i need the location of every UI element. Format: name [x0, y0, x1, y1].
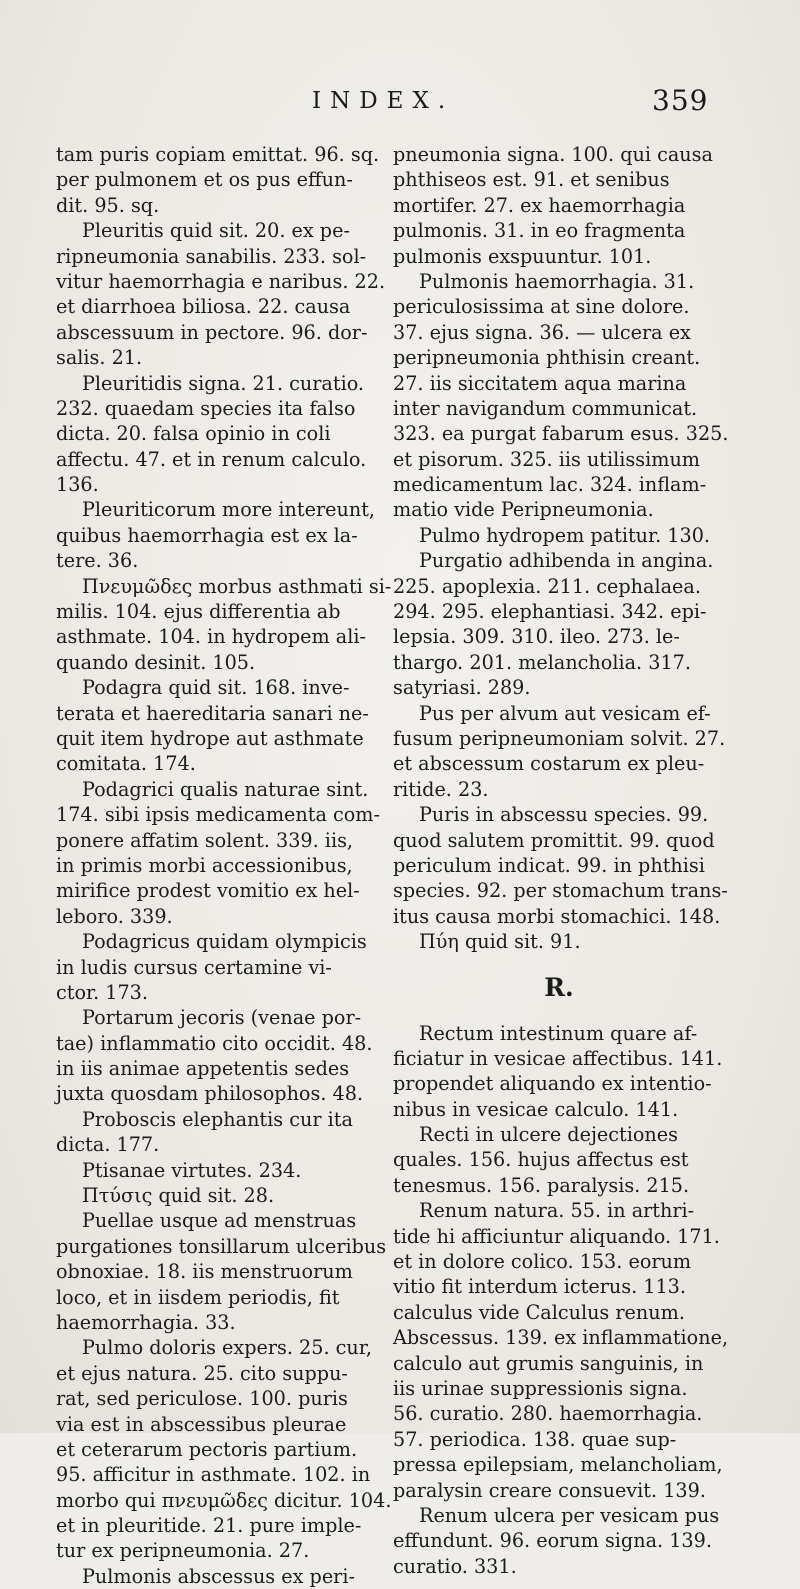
index-line: effundunt. 96. eorum signa. 139.	[393, 1529, 712, 1553]
index-line: leboro. 339.	[56, 904, 173, 928]
index-line: phthiseos est. 91. et senibus	[393, 168, 670, 192]
index-line: pneumonia signa. 100. qui causa	[393, 143, 713, 166]
index-line: tam puris copiam emittat. 96. sq.	[56, 143, 380, 166]
index-line: vitio fit interdum icterus. 113.	[393, 1275, 686, 1299]
index-line: et diarrhoea biliosa. 22. causa	[56, 295, 351, 319]
index-line: ficiatur in vesicae affectibus. 141.	[393, 1046, 723, 1070]
index-line: 225. apoplexia. 211. cephalaea.	[393, 574, 701, 598]
index-entry-head: Puellae usque ad menstruas	[82, 1209, 357, 1233]
index-line: affectu. 47. et in renum calculo.	[56, 447, 367, 471]
index-line: salis. 21.	[56, 346, 143, 370]
index-entry-head: Pulmo hydropem patitur. 130.	[419, 523, 711, 547]
index-entry-head: Proboscis elephantis cur ita	[82, 1107, 353, 1131]
index-line: purgationes tonsillarum ulceribus	[56, 1234, 387, 1258]
index-line: abscessuum in pectore. 96. dor-	[56, 320, 368, 344]
index-entry-head: Pus per alvum aut vesicam ef-	[419, 701, 711, 725]
index-entry-head: Pulmonis abscessus ex peri-	[82, 1564, 355, 1588]
index-line: curatio. 331.	[393, 1554, 517, 1578]
index-line: 174. sibi ipsis medicamenta com-	[56, 803, 380, 827]
index-line: ponere affatim solent. 339. iis,	[56, 828, 354, 852]
index-line: periculosissima at sine dolore.	[393, 295, 690, 319]
index-line: et in pleuritide. 21. pure imple-	[56, 1514, 362, 1538]
left-column	[56, 142, 392, 1589]
index-line: ctor. 173.	[56, 980, 148, 1004]
index-line: mortifer. 27. ex haemorrhagia	[393, 193, 686, 217]
index-entry-head: Rectum intestinum quare af-	[419, 1021, 698, 1045]
index-line: iis urinae suppressionis signa.	[393, 1376, 688, 1400]
index-entry-head: Renum natura. 55. in arthri-	[419, 1199, 695, 1223]
page-header	[0, 82, 800, 122]
index-entry-head: Pleuritis quid sit. 20. ex pe-	[82, 219, 350, 243]
index-entry-head: Pulmonis haemorrhagia. 31.	[419, 269, 695, 293]
running-title: INDEX.	[312, 88, 455, 114]
index-line: itus causa morbi stomachici. 148.	[393, 904, 721, 928]
page-number: 359	[652, 84, 709, 117]
index-line: pulmonis exspuuntur. 101.	[393, 244, 652, 268]
index-line: loco, et in iisdem periodis, fit	[56, 1285, 340, 1309]
index-line: periculum indicat. 99. in phthisi	[393, 853, 705, 877]
index-line: Abscessus. 139. ex inflammatione,	[393, 1326, 729, 1350]
index-line: et ceterarum pectoris partium.	[56, 1437, 358, 1461]
index-line: thargo. 201. melancholia. 317.	[393, 650, 691, 674]
index-line: 323. ea purgat fabarum esus. 325.	[393, 422, 729, 446]
index-line: morbo qui πνευμῶδες dicitur. 104.	[56, 1488, 392, 1512]
index-line: et abscessum costarum ex pleu-	[393, 752, 705, 776]
index-line: mirifice prodest vomitio ex hel-	[56, 879, 360, 903]
index-line: in iis animae appetentis sedes	[56, 1057, 350, 1081]
index-entry-head: Puris in abscessu species. 99.	[419, 803, 709, 827]
index-line: tenesmus. 156. paralysis. 215.	[393, 1173, 690, 1197]
index-line: tae) inflammatio cito occidit. 48.	[56, 1031, 373, 1055]
index-entry-head: Pleuritidis signa. 21. curatio.	[82, 371, 365, 395]
index-line: 27. iis siccitatem aqua marina	[393, 371, 687, 395]
index-line: dit. 95. sq.	[56, 193, 160, 217]
index-line: medicamentum lac. 324. inflam-	[393, 473, 707, 497]
index-line: tere. 36.	[56, 549, 139, 573]
index-line: et ejus natura. 25. cito suppu-	[56, 1361, 348, 1385]
index-line: calculus vide Calculus renum.	[393, 1300, 685, 1324]
index-line: matio vide Peripneumonia.	[393, 498, 654, 522]
index-entry-head: Renum ulcera per vesicam pus	[419, 1503, 720, 1527]
index-line: et pisorum. 325. iis utilissimum	[393, 447, 700, 471]
index-entry-head: Purgatio adhibenda in angina.	[419, 549, 714, 573]
index-line: comitata. 174.	[56, 752, 196, 776]
index-entry-head: Πύη quid sit. 91.	[419, 930, 581, 954]
index-line: pulmonis. 31. in eo fragmenta	[393, 219, 686, 243]
index-entry-head: Πνευμῶδες morbus asthmati si-	[82, 574, 392, 598]
index-line: dicta. 20. falsa opinio in coli	[56, 422, 331, 446]
index-line: 95. afficitur in asthmate. 102. in	[56, 1463, 371, 1487]
index-line: tur ex peripneumonia. 27.	[56, 1539, 310, 1563]
index-line: peripneumonia phthisin creant.	[393, 346, 701, 370]
index-line: pressa epilepsiam, melancholiam,	[393, 1453, 723, 1477]
index-line: inter navigandum communicat.	[393, 396, 698, 420]
section-heading: R.	[544, 972, 574, 1002]
index-entry-head: Pulmo doloris expers. 25. cur,	[82, 1336, 372, 1360]
index-line: dicta. 177.	[56, 1133, 160, 1157]
index-line: quit item hydrope aut asthmate	[56, 726, 364, 750]
index-line: tide hi afficiuntur aliquando. 171.	[393, 1224, 720, 1248]
index-line: 232. quaedam species ita falso	[56, 396, 356, 420]
index-line: obnoxiae. 18. iis menstruorum	[56, 1260, 353, 1284]
index-line: 37. ejus signa. 36. — ulcera ex	[393, 320, 691, 344]
index-line: vitur haemorrhagia e naribus. 22.	[56, 269, 386, 293]
index-line: via est in abscessibus pleurae	[56, 1412, 347, 1436]
index-line: nibus in vesicae calculo. 141.	[393, 1097, 679, 1121]
index-line: species. 92. per stomachum trans-	[393, 879, 728, 903]
index-entry-head: Podagricus quidam olympicis	[82, 930, 367, 954]
index-entry-head: Ptisanae virtutes. 234.	[82, 1158, 302, 1182]
index-line: ritide. 23.	[393, 777, 489, 801]
right-column	[393, 142, 729, 1579]
index-line: in ludis cursus certamine vi-	[56, 955, 332, 979]
index-line: quod salutem promittit. 99. quod	[393, 828, 715, 852]
index-line: per pulmonem et os pus effun-	[56, 168, 353, 192]
index-line: milis. 104. ejus differentia ab	[56, 600, 341, 624]
index-line: haemorrhagia. 33.	[56, 1310, 236, 1334]
index-line: juxta quosdam philosophos. 48.	[56, 1082, 364, 1106]
index-entry-head: Recti in ulcere dejectiones	[419, 1123, 678, 1147]
index-line: quando desinit. 105.	[56, 650, 256, 674]
index-entry-head: Podagra quid sit. 168. inve-	[82, 676, 350, 700]
index-line: 136.	[56, 473, 99, 497]
index-line: rat, sed periculose. 100. puris	[56, 1387, 348, 1411]
index-line: terata et haereditaria sanari ne-	[56, 701, 369, 725]
index-line: calculo aut grumis sanguinis, in	[393, 1351, 704, 1375]
index-line: asthmate. 104. in hydropem ali-	[56, 625, 366, 649]
index-line: quales. 156. hujus affectus est	[393, 1148, 689, 1172]
index-line: in primis morbi accessionibus,	[56, 853, 353, 877]
index-entry-head: Podagrici qualis naturae sint.	[82, 777, 369, 801]
index-line: paralysin creare consuevit. 139.	[393, 1478, 706, 1502]
index-line: 294. 295. elephantiasi. 342. epi-	[393, 600, 707, 624]
index-line: fusum peripneumoniam solvit. 27.	[393, 726, 726, 750]
index-line: quibus haemorrhagia est ex la-	[56, 523, 358, 547]
index-entry-head: Portarum jecoris (venae por-	[82, 1006, 362, 1030]
index-line: lepsia. 309. 310. ileo. 273. le-	[393, 625, 680, 649]
index-line: et in dolore colico. 153. eorum	[393, 1250, 692, 1274]
index-line: 56. curatio. 280. haemorrhagia.	[393, 1402, 703, 1426]
index-line: satyriasi. 289.	[393, 676, 531, 700]
index-entry-head: Πτύσις quid sit. 28.	[82, 1184, 275, 1208]
index-line: ripneumonia sanabilis. 233. sol-	[56, 244, 367, 268]
index-line: 57. periodica. 138. quae sup-	[393, 1427, 677, 1451]
index-entry-head: Pleuriticorum more intereunt,	[82, 498, 376, 522]
index-line: propendet aliquando ex intentio-	[393, 1072, 712, 1096]
